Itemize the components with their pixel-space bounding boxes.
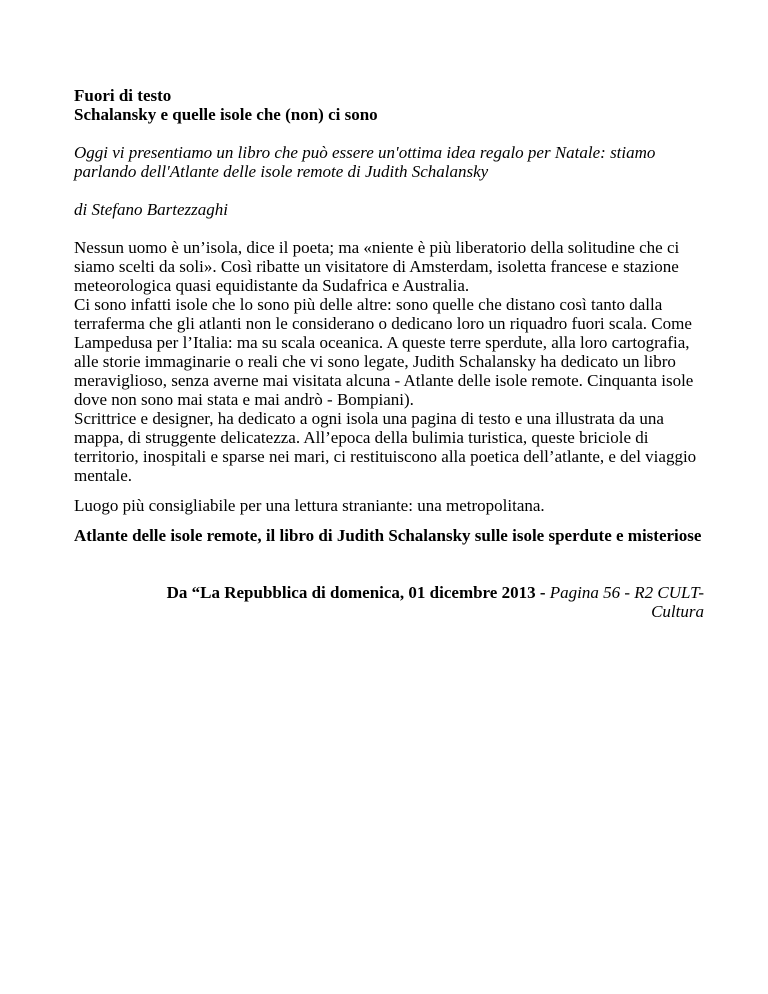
source-publication: Da “La Repubblica di domenica, 01 dicembre 2013 - <box>166 583 550 602</box>
article-kicker: Fuori di testo <box>74 86 172 105</box>
related-title: Atlante delle isole remote, il libro di Judith Schalansky sulle isole sperdute e misteriose <box>74 526 702 545</box>
article-lead: Oggi vi presentiamo un libro che può essere un'ottima idea regalo per Natale: stiamo parlando dell'Atlante delle isole remote di Judith Schalansky <box>74 143 656 181</box>
source-page: Pagina 56 - R2 CULT-Cultura <box>549 583 704 621</box>
article-header <box>74 86 704 124</box>
closing-line: Luogo più consigliabile per una lettura straniante: una metropolitana. <box>74 496 545 515</box>
body-paragraph: Nessun uomo è un’isola, dice il poeta; ma «niente è più liberatorio della solitudine che ci siamo scelti da soli». Così ribatte un visitatore di Amsterdam, isoletta francese e stazione meteorologica quasi equidistante da Sudafrica e Australia. <box>74 238 680 295</box>
article-title: Schalansky e quelle isole che (non) ci sono <box>74 105 378 124</box>
article-byline: di Stefano Bartezzaghi <box>74 200 228 219</box>
body-paragraph: Scrittrice e designer, ha dedicato a ogni isola una pagina di testo e una illustrata da una mappa, di struggente delicatezza. All’epoca della bulimia turistica, queste briciole di territorio, inospitali e sparse nei mari, ci restituiscono alla poetica dell’atlante, e del viaggio mentale. <box>74 409 697 485</box>
body-paragraph: Ci sono infatti isole che lo sono più delle altre: sono quelle che distano così tanto dalla terraferma che gli atlanti non le considerano o dedicano loro un riquadro fuori scala. Come Lampedusa per l’Italia: ma su scala oceanica. A queste terre sperdute, alla loro cartografia, alle storie immaginarie o reali che vi sono legate, Judith Schalansky ha dedicato un libro meraviglioso, senza averne mai visitata alcuna - Atlante delle isole remote. Cinquanta isole dove non sono mai stata e mai andrò - Bompiani). <box>74 295 694 409</box>
source-citation <box>120 583 704 621</box>
article-body <box>74 238 704 485</box>
article <box>74 86 704 621</box>
